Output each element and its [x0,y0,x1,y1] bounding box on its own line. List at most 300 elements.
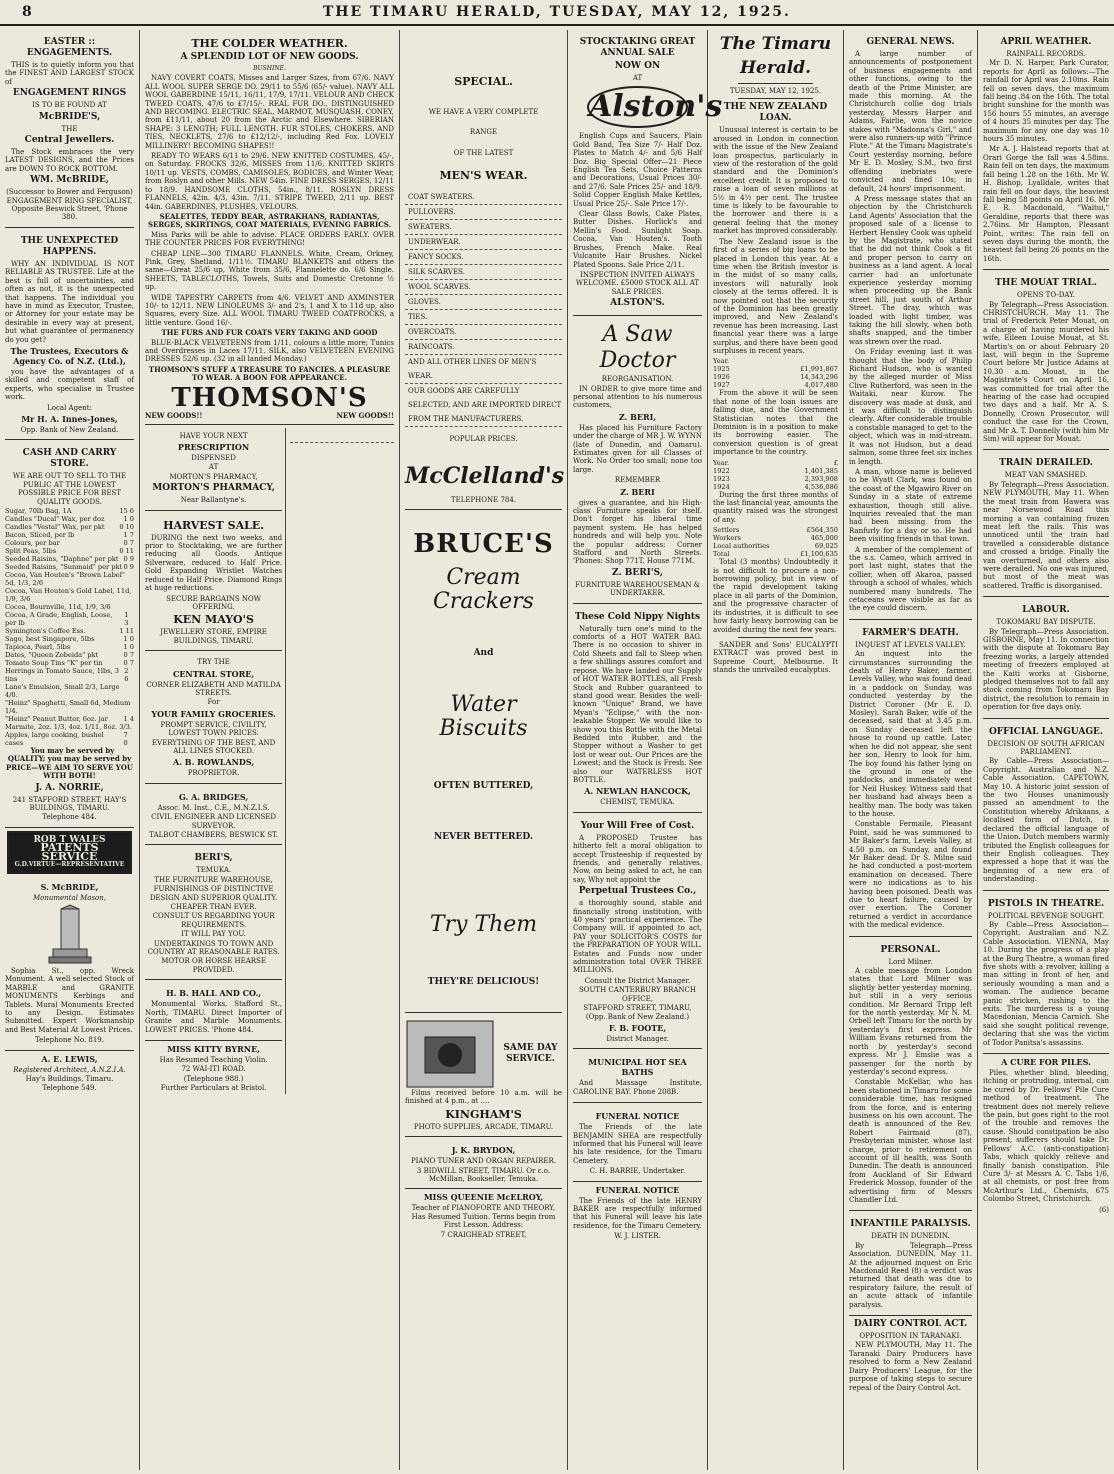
general-body2: A Press message states that an objection by the Christchurch Land Agents' Association that the proposed sale of a license to Herbert Hensley Cook was upheld by the Magistrate, who stated that he did not think Cook a fit and proper person to carry on business as a land agent. A local carrier had an unfortunate experience yesterday morning when proceeding up the Bank street hill, just south of Arthur Street. The dray, which was loaded with light timber, was taking the hill slowly, when both shafts snapped, and the timber was strewn over the road. [849,194,972,346]
price-row [5,563,134,571]
trustees-ad [5,231,134,441]
price-value: 15 6 [119,507,134,515]
piles-body: Piles, whether blind, bleeding, itching or protruding, internal, can be cured by Dr. Fellows' Pile Cure method of treatment. The treatment does not merely relieve the pain, but goes right to the root of the trouble and removes the cause. Should constipation be also present, sufferers should take Dr. Fellows' A.C. (anti-constipation) Tabs, which quickly relieve and finally banish constipation. Pile Cure 3/- at Messrs A. C. Tabs 1/6, at all chemists, or post free from McArthur's Ltd., Chemists, 675 Colombo Street, Christchurch. [983,1069,1109,1204]
norrie-name: J. A. NORRIE, [35,782,104,793]
price-row [5,731,134,747]
agent-name: Mr H. A. Innes-Jones, [21,413,118,424]
wm-mcbride: WM. McBRIDE, [30,175,109,186]
of-latest-line: OF THE LATEST [453,148,514,157]
bruces-ad [405,513,562,1013]
funeral1-title: FUNERAL NOTICE [595,1111,680,1122]
loan-value: 465,000 [810,534,838,543]
nippy-body: Naturally turn one's mind to the comforts of a HOT WATER BAG. There is no occasion to shiver in Cold Sheets and fall to Sleep when a few shillings assures comfort and repose. We have landed our Supply of HOT WATER BOTTLES, all Fresh Stock and Rubber guaranteed to stand good wear. Besides the well-known "Unique" Brand, we have Myan's "Eclipse," with the non-leakable Stopper. We would like to show you this Bottle with the Metal Bedded into Rubber, and the Stopper without a Washer to get lost or wear out. Our Prices are the Lowest; and the Stock is Fresh. See also our WATERLESS HOT BOTTLE. [573,624,702,784]
lewis-addr: Hay's Buildings, Timaru. [25,1074,114,1083]
price-row [5,683,134,699]
price-item: Cocoa, Van Houten's Gold Label, 11d, 1/9, 3/6 [5,587,132,603]
harvest-body: DURING the next two weeks, and prior to Stocktaking, we are further reducing all Goods. Antique Silverware, reduced to Half Price. Gold Expanding Wristlet Watches reduced to Half Price. Diamond Rings at huge reductions. [145,533,283,593]
mens-wear-item: OUR GOODS ARE CAREFULLY SELECTED, AND ARE IMPORTED DIRECT FROM THE MANUFACTURERS. [405,384,562,427]
cost-title: Your Will Free of Cost. [580,820,695,831]
furs-heading: THE FURS AND FUR COATS VERY TAKING AND GOOD [161,328,378,338]
proprietor: PROPRIETOR. [187,769,240,778]
hancock-sub: CHEMIST, TEMUKA. [600,798,675,807]
labour-title: LABOUR. [1022,605,1070,616]
price-list [5,507,134,747]
mens-wear-item: SILK SCARVES. [405,265,562,280]
train-body: By Telegraph—Press Association. NEW PLYMOUTH, May 11. When the meat train from Hawera was near Norsewood Road this morning a van containing frozen meat left the rails. This was unnoticed until the train had travelled a considerable distance and crossed a bridge. Finally the van overturned, and others also were derailed. No one was injured, but most of the meat was scattered. Traffic is disorganised. [983,480,1109,590]
piles-title: A CURE FOR PILES. [1001,1057,1091,1068]
mouat-trial [983,273,1109,450]
loan-table-row [713,459,838,467]
price-row [5,507,134,515]
farmers-body2: Constable Fermaile, Pleasant Point, said he was summoned to Mr Baker's farm, Levels Valley, at 4.50 p.m. on Sunday, and found Mr Baker dead. Dr S. Milne said he had conducted a post-mortem examination on deceased. There were no indications as to his having been poisoned. Death was due to heart failure, caused by over exertion. The Coroner returned a verdict in accordance with the medical evidence. [849,820,972,930]
dairy-title: DAIRY CONTROL ACT. [853,1319,968,1330]
official-sub: DECISION OF SOUTH AFRICAN PARLIAMENT. [987,739,1105,757]
mortons-sub: Near Ballantyne's. [180,496,247,505]
cash-title: CASH AND CARRY STORE. [22,448,117,470]
groceries-line: YOUR FAMILY GROCERIES. [151,708,276,719]
mcelroy-name: MISS QUEENIE McELROY, [423,1192,544,1203]
page-header [0,0,1114,26]
dairy-body: NEW PLYMOUTH, May 11. The Taranaki Dairy Producers have resolved to form a New Zealand Dairy Producers' League, for the purpose of taking steps to secure repeal of the Dairy Control Act. [849,1341,972,1392]
beris-temuka: TEMUKA. [196,866,232,875]
funeral1-body: The Friends of the late BENJAMIN SHEA are respectfully informed that his Funeral will leave his late residence, for the Timaru Cemetery. [573,1123,702,1165]
loan-table-row [713,475,838,483]
mason-tel: Telephone No. 819. [35,1036,104,1045]
kenmayo-name: KEN MAYO'S [173,613,254,627]
stock-body: The Stock embraces the very LATEST DESIGNS, and the Prices are DOWN TO ROCK BOTTOM. [5,148,134,173]
monumental-line: Monumental Mason, [32,894,107,903]
loan-year: Year. [713,458,730,467]
mens-wear-item: GLOVES. [405,295,562,310]
hall-ad [145,983,282,1041]
price-value: 1 7 [123,531,134,539]
price-row [5,555,134,563]
kenmayo-ad [145,514,282,651]
sander-ad: SANDER and Sons' EUCALYPTI EXTRACT was proved best in Supreme Court, Melbourne. It stands the unrivalled eucalyptus. [713,640,838,675]
official-language [983,722,1109,891]
price-row [5,651,134,659]
mens-wear-item: AND ALL OTHER LINES OF MEN'S WEAR. [405,355,562,384]
price-row [5,627,134,635]
personal-title: PERSONAL. [880,944,941,955]
range-line: RANGE [469,128,498,137]
brydon-addr: 3 BIDWILL STREET, TIMARU. Or c.o. McMillan, Bookseller, Temuka. [416,1166,551,1184]
column-3 [400,30,568,1470]
price-value: 0 10 [119,523,134,531]
mens-wear-item: UNDERWEAR. [405,235,562,250]
new-goods-row [145,412,394,420]
pay-line: IT WILL PAY YOU. [181,930,246,939]
price-row [5,571,134,587]
price-item: Colours, per bar [5,539,60,547]
have-your: HAVE YOUR NEXT [179,431,248,440]
personal-body: A cable message from London states that Lord Milner was slightly better yesterday morning, but still in a very serious condition. Mr Bernard Tripp left for the north yesterday. Mr N. M. Orbell left Timaru for the north by yesterday's first express. Mr William Evans returned from the north by yesterday's second express. Mr J. Emslie was a passenger for the north by yesterday's second express. [849,967,972,1076]
furs-body: BLUE-BLACK VELVETEENS from 1/11, colours a little more; Tunics and Overdresses in Laces 17/11. SILK, also VELVETEEN EVENING DRESSES 52/6 up. (32 in all landed Monday.) [145,338,394,364]
perpetual-body: a thoroughly sound, stable and financially strong institution, with 40 years' practical experience. The Company will, if appointed to act, PAY your SOLICITOR'S COSTS for the PREPARATION OF YOUR WILL. Estates and Funds now under administration total OVER THREE MILLIONS. [573,899,702,975]
colder-body: NAVY COVERT COATS, Misses and Larger Sizes, from 67/6. NAVY ALL WOOL SUPER SERGE DO. 29/11 to 55/6 (65/- value). NAVY ALL WOOL GABERDINE 15/11, 16/11, 17/9, 17/11. VELOUR AND CHECK TWEED COATS, 47/6 to £7/15/-. REAL FUR DO., DISTINGUISHED AND BECOMING. ELECTRIC SEAL, MARMOT, MUSQUASH, CONEY, from £11/11, about 20 from the Arctic and Elsewhere. SIBERIAN SHAPE: 3 LENGTH; FULL LENGTH. FUR STOLES, CHOKERS, AND TIES, NECKLETS, 27/6 to £12/12/-, including Red Fox. LOVELY MILLINERY! BECOMING SHAPES!! [145,74,394,150]
trustees-body: you have the advantages of a skilled and competent staff of experts, who specialise in Trustee work. [5,367,134,402]
loan-year: 1922 [713,466,730,475]
loan-year: 1926 [713,373,730,382]
lister-line: W. J. LISTER. [614,1232,661,1241]
beris-ad [145,848,282,980]
opposition-sub: OPPOSITION IN TARANAKI. [859,1332,962,1341]
agent-label: Local Agent: [47,403,92,412]
loan-year: 1925 [713,365,730,374]
the-line: THE [61,124,78,133]
loan-year: 1927 [713,381,730,390]
alstons-logo: Alston's [587,86,688,128]
loan-value: £564,350 [806,526,838,535]
loan-year: Local authorities [713,542,770,551]
price-value: 1 3 [124,611,129,627]
rings-heading: ENGAGEMENT RINGS [12,88,127,99]
piles-ad [983,1057,1109,1214]
loan-table-row [713,467,838,475]
films-body: Films received before 10 a.m. will be finished at 4 p.m., at .... [405,1089,562,1106]
price-item: Cocoa, A Grade, English, Loose, per lb [5,611,113,627]
loan-table-row [713,526,838,534]
price-item: Split Peas, 5lbs [5,547,57,555]
special-title: SPECIAL. [454,75,513,88]
personal-news [849,940,972,1212]
mcbride-ad [5,32,134,228]
byrne-further: Further Particulars at Bristol. [160,1084,267,1093]
april-title: APRIL WEATHER. [1000,37,1092,47]
try-them: Try Them [429,912,538,938]
herald-date: TUESDAY, MAY 12, 1925. [729,87,822,95]
bridges-ad [145,787,282,846]
loan-value: 69,025 [814,542,838,551]
loan-table-row [713,483,838,491]
page-header-title: THE TIMARU HERALD, TUESDAY, MAY 12, 1925. [322,4,791,20]
funeral2-body: The Friends of the late HENRY BAKER are respectfully informed that his Funeral will leave his late residence, for the Timaru Cemetery. [573,1196,702,1230]
mens-wear-item: SWEATERS. [405,220,562,235]
price-value: 1 0 [123,515,134,523]
saw-doctor-script: A Saw Doctor [599,322,676,374]
colder-weather-ad [145,32,394,425]
loan-table-2 [713,459,838,491]
price-value: 1 0 [123,635,134,643]
mens-wear-list [405,190,562,427]
thomsons-note: THOMSON'S STUFF A TREASURE TO FANCIES. A PLEASURE TO WEAR. A BOON FOR APPEARANCE. [148,364,391,383]
funeral2-title: FUNERAL NOTICE [595,1184,680,1195]
funeral-notice-1 [573,1106,702,1181]
byrne-sub: Has Resumed Teaching Violin. [159,1055,268,1064]
loan-table-row [713,365,838,373]
hall-name: H. B. HALL AND CO., [166,988,262,999]
farmers-death [849,623,972,937]
herald-masthead: The Timaru Herald. [719,34,832,78]
loan-body2: The New Zealand issue is the first of a series of big loans to be placed in London this year. At a time when the British investor is in the midst of so many calls, investors will naturally look closely at the terms offered. It is now pointed out that the security of the Dominion has been greatly improved, and New Zealand's revenue has been increasing. Last financial year there was a large surplus, and there have been good surpluses in recent years. [713,237,838,355]
loan-year: Workers [713,534,741,543]
price-item: "Heinz" Peanut Butter, 6oz. jar [5,715,108,723]
byrne-note: (Telephone 988.) [183,1074,244,1083]
easter-body: THIS is to quietly inform you that the FINEST AND LARGEST STOCK of [5,61,134,86]
mcclelland-ad [405,32,565,510]
delicious-line: THEY'RE DELICIOUS! [427,977,540,988]
loan-body5: Total (3 months) Undoubtedly it is not difficult to procure a non-borrowing policy, but in view of the rapid development taking place in all parts of the Dominion, and the progressive character of its industries, it is difficult to see how fairly heavy borrowing can be avoided during the next few years. [713,558,838,634]
price-item: Symington's Coffee Ess. [5,627,86,635]
loan-year: Settlers [713,526,740,535]
byrne-name: MISS KITTY BYRNE, [167,1043,260,1054]
beri2-body: gives a guarantee, and his High-class Furniture speaks for itself. Don't forget his liberal time payment system. He has helped hundreds and will help you. Note the popular address: Corner Stafford and North Streets. 'Phones: Shop 771T, House 771M. [573,498,702,566]
beri-body: Has placed his Furniture Factory under the charge of MR J. W. WYNN (late of Dunedin, and Oamaru). Estimates given for all Classes of Work. No Order too small; none too large. [573,423,702,474]
pistols-body: By Cable—Press Association—Copyright. Australian and N.Z. Cable Association. VIENNA, May 10. During the progress of a play at the Burg Theatre, a woman fired five shots with a revolver, killing a man sitting in front of her, and seriously wounding a man and a woman. The audience became panic stricken, rushing to the exits. The murderess is a young Macedonian, Mencia Carnich. She said she sought political revenge, declaring that she was the victim of Todor Panitsa's assassins. [983,920,1109,1047]
at-line: AT [208,463,219,472]
beris-sub: FURNITURE WAREHOUSEMAN & UNDERTAKER. [575,580,700,598]
official-body: By Cable—Press Association—Copyright. Australian and N.Z. Cable Association. CAPETOWN, May 10. A historic joint session of the two Houses unanimously passed an amendment to the Constitution whereby Afrikaans, a localised form of Dutch, is declared the official language of the Union. Dutch members warmly tributed the English colleagues for their English colleagues. They expressed a hope that it was the beginning of a new era of understanding. [983,757,1109,884]
farmers-title: FARMER'S DEATH. [862,627,959,638]
pistols-title: PISTOLS IN THEATRE. [987,898,1105,909]
beris-name: BERI'S, [194,853,233,864]
popular-prices: POPULAR PRICES. [449,435,518,444]
talbot-line: TALBOT CHAMBERS, BESWICK ST. [149,831,278,839]
loan-title: THE NEW ZEALAND LOAN. [723,102,828,124]
column-5 [708,30,844,1470]
bridges-name: G. A. BRIDGES, [178,791,249,802]
personal-body2: Constable McKellar, who has been stationed in Timaru for some considerable time, has resigned from the force, and is entering business on his own account. The death is announced of the Rev. Robert Fairmaid (87), Presbyterian minister, whose last charge, prior to retirement on account of ill health, was South Dunedin. The death is announced from Auckland of Sir Edward Frederick Mossop, founder of the advertising firm of Messrs Chandler Ltd. [849,1078,972,1204]
furnishings-line: FURNISHINGS OF DISTINCTIVE DESIGN AND SUPERIOR QUALITY. [149,885,278,902]
mouat-body: By Telegraph—Press Association. CHRISTCHURCH, May 11. The trial of Frederick Peter Mouat, on a charge of having murdered his wife, Eileen Louise Mouat, at St. Martin's on or about February 20 last, will begin in the Supreme Court before Mr Justice Adams at 10.30 a.m. Mouat, in the Magistrate's Court on April 16, was committed for trial after the hearing of the case had occupied two days and a half. Mr A. S. Donnelly, Crown Prosecutor, will conduct the case for the Crown, and Mr A. T. Donnelly (with him Mr Sim) will appear for Mouat. [983,300,1109,444]
secure-line: SECURE BARGAINS NOW OFFERING. [166,594,261,611]
stocktaking-title: STOCKTAKING GREAT ANNUAL SALE [579,37,696,58]
for-line: For [207,698,220,707]
kingham-top [405,1019,562,1089]
mens-wear-item: FANCY SOCKS. [405,250,562,265]
bridges-sub2: CIVIL ENGINEER AND LICENSED SURVEYOR. [151,813,276,830]
col2-lower-right [290,428,394,1094]
labour-news [983,600,1109,718]
mens-wear-item: COAT SWEATERS. [405,190,562,205]
official-title: OFFICIAL LANGUAGE. [988,726,1104,737]
pistols-sub: POLITICAL REVENGE SOUGHT. [987,911,1105,920]
mason-ad [5,877,134,1050]
milner-sub: Lord Milner. [888,957,933,966]
general-body4: A man, whose name is believed to be Wyatt Clark, was found on the coast of the Mgawiro River on Sunday in a state of extreme exhaustion, though still alive. Inquiries revealed that the man had been missing from the Ranfurly for a day or so. He had been visiting friends in that town. [849,467,972,544]
kingham-sub: PHOTO SUPPLIES, ARCADE, TIMARU. [413,1122,554,1131]
easter-title: EASTER :: ENGAGEMENTS. [26,37,113,58]
loan-value: 1,401,385 [804,466,838,475]
thomsons-logo: THOMSON'S [171,382,368,413]
price-value: 0 9 [123,563,134,571]
colder-sub: A SPLENDID LOT OF NEW GOODS. [180,52,359,62]
found-line: IS TO BE FOUND AT [32,101,107,110]
loan-table-row [713,357,838,365]
loan-value: £ [833,458,838,467]
rainfall-sub: RAINFALL RECORDS. [1006,50,1086,58]
water-biscuits: Water Biscuits [439,692,528,742]
alstons-ad [573,32,723,316]
price-row [5,699,134,715]
mcelroy-sub: Teacher of PIANOFORTE AND THEORY, Has Resumed Tuition. Terms begin from First Lesson. Address: [411,1204,556,1230]
colder-small: BUSHINE. [253,65,286,72]
try-line: TRY THE [197,658,230,667]
price-row [5,531,134,539]
loan-value: £1,100,635 [800,550,838,559]
often-buttered: OFTEN BUTTERED, [433,781,534,792]
beri-name: Z. BERI, [618,411,657,422]
municipal-sub: And Massage Institute, CAROLINE BAY. Phone 208B. [573,1079,702,1096]
loan-value: £1,991,867 [800,365,838,374]
colder-title: THE COLDER WEATHER. [191,37,348,50]
loan-year: 1923 [713,474,730,483]
stafford-line: STAFFORD STREET, TIMARU, (Opp. Bank of New Zealand.) [583,1004,692,1021]
price-item: "Heinz" Spaghetti, Small 6d, Medium 1/4. [5,699,131,715]
price-row [5,667,134,683]
price-value: 1 0 [123,643,134,651]
price-row [5,611,134,627]
price-item: Bacon, Sliced, per lb [5,531,75,539]
price-row [5,723,134,731]
price-value: 7 0 [123,731,128,747]
furniture-line: THE FURNITURE WAREHOUSE, [154,875,273,884]
masthead-rule [738,83,813,84]
mens-wear-heading: MEN'S WEAR. [439,169,528,183]
price-row [5,715,134,723]
norrie-tel: Telephone 484. [42,813,97,822]
labour-sub: TOKOMARU BAY DISPUTE. [996,618,1096,627]
inquest-sub: INQUEST AT LEVELS VALLEY. [855,640,966,649]
lewis-sub: Registered Architect, A.N.Z.I.A. [13,1065,126,1074]
price-row [5,547,134,555]
price-value: 0 11 [119,547,134,555]
col2-lower-left [145,428,286,1094]
price-row [5,539,134,547]
remember-line: REMEMBER [614,476,661,485]
now-on: NOW ON [614,61,661,71]
colder-note: Miss Parks will be able to advise. PLACE ORDERS EARLY. OVER THE COUNTER PRICES FOR EVERYTHING! [145,230,394,248]
loan-body4: During the first three months of the last financial year, amounts the quantity raised was the strongest of any. [713,490,838,524]
train-sub: MEAT VAN SMASHED. [1004,471,1088,480]
april-weather [983,32,1109,270]
new-goods-right: NEW GOODS!! [336,410,394,420]
sc-line: SOUTH CANTERBURY BRANCH OFFICE, [578,986,697,1003]
wide-tap: WIDE TAPESTRY CARPETS from 4/6. VELVET AND AXMINSTER 10/- to 12/11. NEW LINOLEUMS 3/- and 2's, 1 and X to 11d up, also Squares, every Size. ALL WOOL TIMARU TWEED COATFROCKS, a little venture. Good 16/-. [145,293,394,327]
cheap-line: CHEAP LINE—300 TIMARU FLANNELS. White, Cream, Orkney, Pink, Grey, Shetland, 1/11½. TIMARU BLANKETS and others the same—Great 25/6 up, White from 35/6, Flannelette do. 6/6 Single. SHEETS, TABLECLOTHS, Towels, Suits and Domestic Cretonne ½ up. [145,249,394,292]
general-news [849,32,972,620]
train-derailed [983,453,1109,597]
wm-sub: (Successor to Bower and Ferguson) ENGAGEMENT RING SPECIALIST, Opposite Beswick Street, 'Phone 380. [6,188,133,222]
never-bettered: NEVER BETTERED. [434,832,533,843]
loan-year: Year. [713,357,730,366]
rowlands-name: A. B. ROWLANDS, [173,757,255,768]
everything-line: EVERYTHING OF THE BEST, AND ALL LINES STOCKED. [151,738,276,755]
new-goods-left: NEW GOODS!! [145,410,203,420]
unexpected-body: WHY AN INDIVIDUAL IS NOT RELIABLE AS TRUSTEE. Life at the best is full of uncertainties, and often as not, it is the unexpected that happens. The individual you have in mind as Executor, Trustee, or Attorney for your estate may be desirable in every way at present, but what guarantee of permanency do you get? [5,259,134,344]
wales-patents-logo [7,831,132,875]
loan-value: 2,393,908 [804,474,838,483]
loan-year: 1924 [713,482,730,491]
baths-ad [573,1052,702,1103]
wales-top: ROB T WALES [33,834,106,845]
motor-line: MOTOR OR HORSE HEARSE PROVIDED. [161,957,266,974]
brydon-sub: PIANO TUNER AND ORGAN REPAIRER. [410,1157,557,1166]
prompt-line: PROMPT SERVICE, CIVILITY, LOWEST TOWN PRICES. [160,720,267,738]
agent-sub: Opp. Bank of New Zealand. [20,425,119,434]
loan-table-row [713,373,838,381]
unexpected-title: THE UNEXPECTED HAPPENS. [20,235,119,257]
nippy-title: These Cold Nippy Nights [574,611,701,622]
beris-name: Z. BERI'S, [612,567,663,578]
and-line: And [473,648,494,659]
price-row [5,515,134,523]
price-value: 0 7 [123,651,134,659]
hancock-name: A. NEWLAN HANCOCK, [584,786,691,797]
mens-wear-item: OVERCOATS. [405,325,562,340]
pistols-news [983,894,1109,1055]
price-item: Tomato Soup Tins "K" per tin [5,659,103,667]
price-item: Herrings in Tomato Sauce, 1lbs, 3 tins [5,667,119,683]
mens-wear-item: WOOL SCARVES. [405,280,562,295]
bruces-name: BRUCE'S [413,529,554,560]
dunedin-sub: DEATH IN DUNEDIN. [871,1232,950,1241]
perpetual-name: Perpetual Trustees Co., [578,886,697,897]
monument-illustration-icon [47,905,93,965]
general-body5: A member of the complement of the s.s. Cameo, which arrived in port last night, states that the collier, when off Akaroa, passed through a school of whales, which numbered many hundreds. The cetaceans were visible as far as the eye could discern. [849,545,972,613]
wales-sub: G.D.VIRTUE—REPRESENTATIVE [14,861,125,869]
price-row [5,643,134,651]
brydon-ad [405,1140,562,1189]
loan-end-rule [738,637,813,638]
price-item: Seeded Raisins, "Sunmaid" per pkt [5,563,123,571]
mortons-name: MORTON'S PHARMACY, [152,483,275,494]
infantile-body: By Telegraph—Press Association. DUNEDIN, May 11. At the adjourned inquest on Eric Macdonald Reed (8) a verdict was returned that death was due to respiratory failure, the result of an acute attack of infantile paralysis. [849,1241,972,1309]
colder-body2: READY TO WEARS 6/11 to 29/6. NEW KNITTED COSTUMES, 45/-, on Saturday. FROCKS 32/6, MISSES from 11/6, KNITTED SKIRTS 10/11 up. VESTS, COMBS, CAMISOLES, BODICES, and Winter Wear, from Roslyn and other Mills. NEW 54in. FINE DRESS SERGES, 12/11 to 18/9. HANDSOME CLOTHS, 54in., 8/11. ROSLYN DRESS FLANNELS, 42in. 4/3, 43in. 7/11. STRIPE TWEED, 2/11 up. BEST 44in. GABERDINES, PLUSHES, VELOURS. [145,152,394,211]
cheaper-line: CHEAPER THAN EVER. [170,903,257,912]
harvest-title: HARVEST SALE. [163,518,265,532]
beri2-name: Z. BERI [620,486,655,497]
loan-table-row [713,542,838,550]
alstons-name: ALSTON'S. [610,298,665,309]
price-value: 0 7 [123,539,134,547]
price-item: Cocoa, Bournville, 11d, 1/9, 3/6 [5,603,111,611]
prescription: PRESCRIPTION [177,442,250,453]
price-value: 0 7 [123,659,134,667]
lewis-name: A. E. LEWIS, [41,1053,98,1064]
loan-value: 4,017,480 [804,381,838,390]
trustees-name: The Trustees, Executors & Agency Co. of N.Z. (Ltd.), [10,345,129,366]
mouat-sub: OPENS TO-DAY. [1016,291,1076,300]
inspection-line: INSPECTION INVITED ALWAYS WELCOME. £5000 STOCK ALL AT SALE PRICES. [575,270,700,296]
alstons-at: AT [632,74,643,82]
price-row [5,659,134,667]
labour-body: By Telegraph—Press Association. GISBORNE, May 11. In connection with the dispute at Tokomaru Bay freezing works, a largely attended meeting of freezers employed at the Kaiti works at Gisborne, pledged themselves not to fall any stock coming from Tokomaru Bay district, the resolution to remain in operation for five days only. [983,627,1109,712]
loan-table-row [713,381,838,389]
date-rule [738,98,813,99]
mcbride-name: McBRIDE'S, [38,111,101,122]
lewis-tel: Telephone 549. [42,1084,97,1093]
price-value: 1 11 [119,627,134,635]
loan-table-1 [713,357,838,389]
cash-sub: WE ARE OUT TO SELL TO THE PUBLIC AT THE LOWEST POSSIBLE PRICE FOR BEST QUALITY GOODS. [12,472,127,506]
loan-value: 14,343,296 [800,373,838,382]
alstons-body: English Cups and Saucers, Plain Gold Band, Tea Size 7/- Half Doz. Plates to Match 4/- and 5/6 Half Doz. Big Special Offer—21 Piece English Tea Sets, Choice Patterns and Decorations, Usual Prices 30/- and 27/6. Sale Prices 25/- and 18/9. Solid Copper English Make Kettles, Usual Price 25/-. Sale Price 17/-. [573,132,702,208]
camera-illustration-icon [405,1019,495,1089]
central-jewellers: Central Jewellers. [24,135,115,146]
hall-sub: Monumental Works, Stafford St., North, TIMARU. Direct Importer of Granite and Marble Monuments. LOWEST PRICES. 'Phone 484. [145,1000,283,1034]
foote-name: F. B. FOOTE, [608,1022,667,1033]
loan-table-row [713,534,838,542]
quality-line: You may be served by QUALITY; you may be served by PRICE—WE AIM TO SERVE YOU WITH BOTH! [6,746,133,781]
central-store-ad [145,654,282,784]
mcelroy-addr: 7 CRAIGHEAD STREET, [440,1230,527,1239]
loan-value: 4,536,086 [804,482,838,491]
mortons-ad [145,428,282,511]
mens-wear-item: RAINCOATS. [405,340,562,355]
price-item: Candles "Vestal" Wax, per pkt [5,523,105,531]
column-6 [844,30,978,1470]
